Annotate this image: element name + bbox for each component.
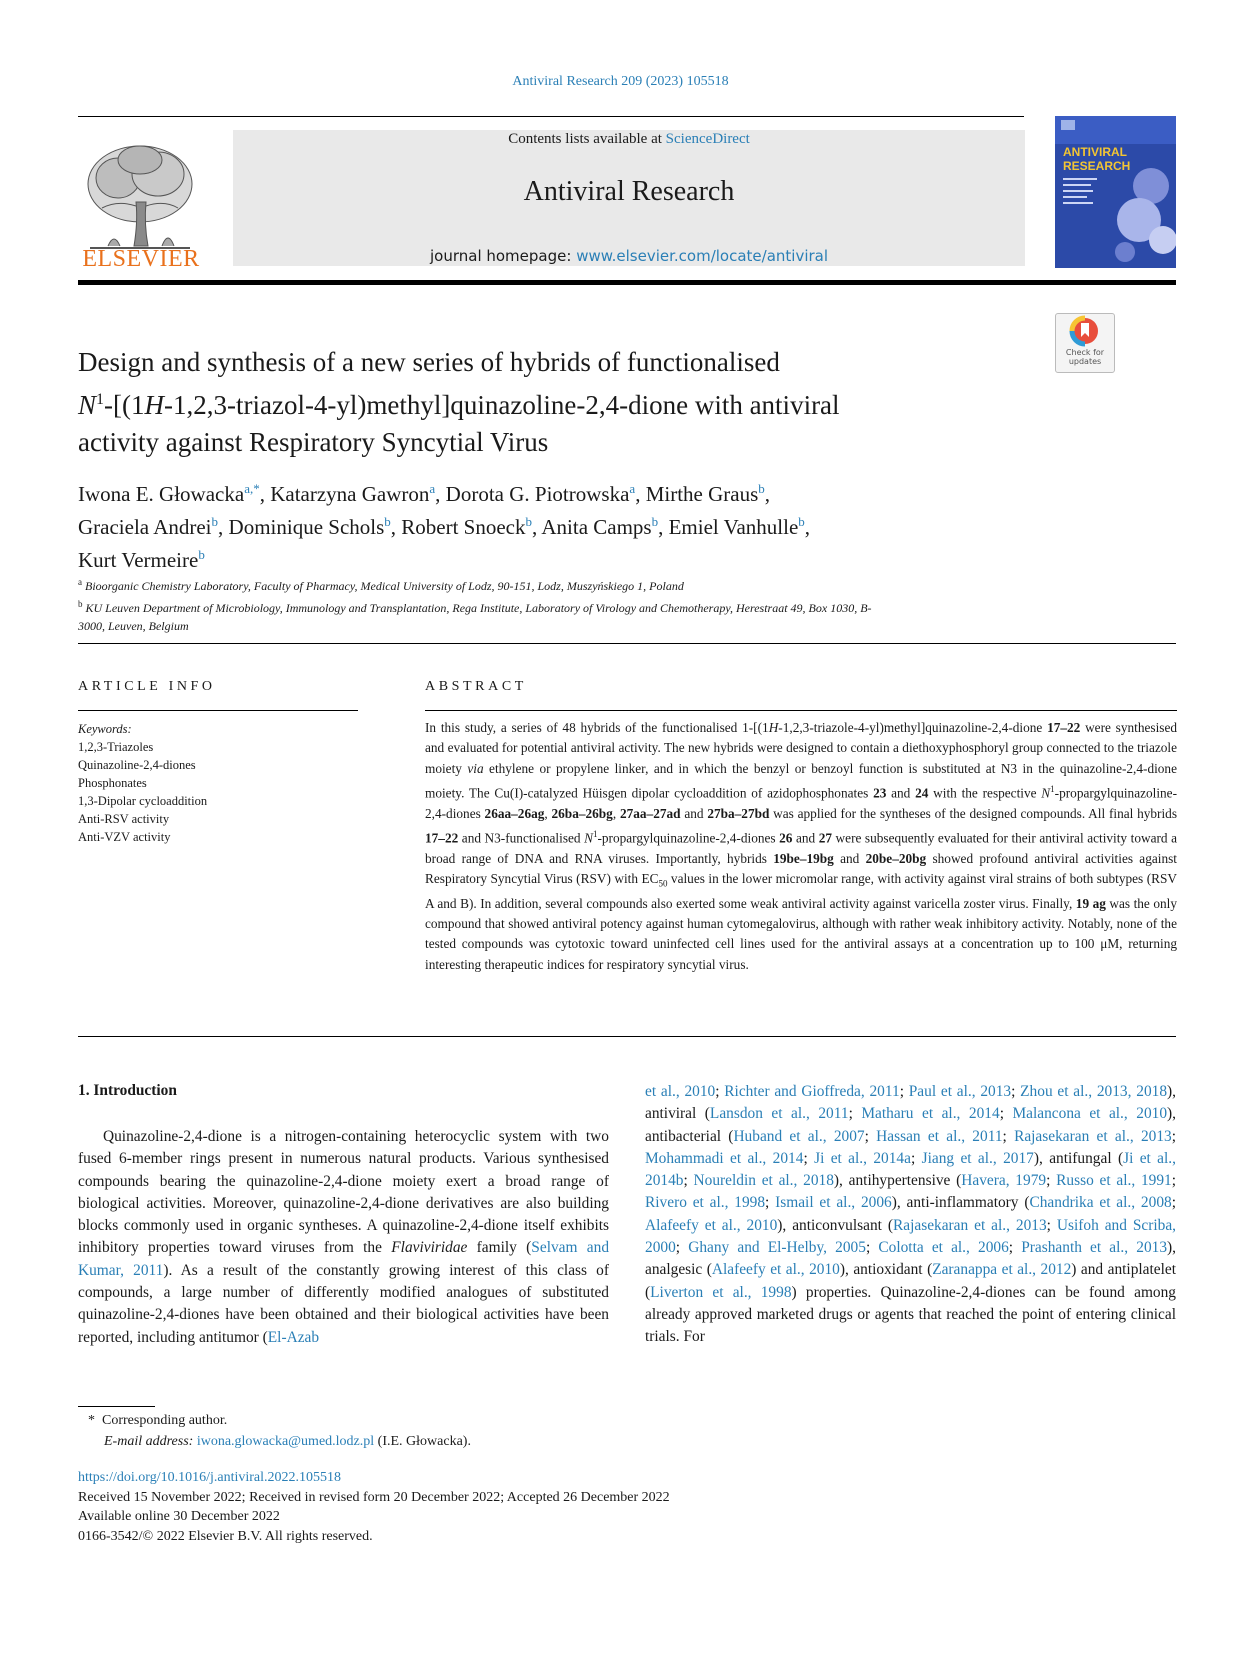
journal-homepage-link[interactable]: www.elsevier.com/locate/antiviral	[576, 247, 829, 265]
keyword-item: Anti-RSV activity	[78, 812, 170, 826]
citation-link[interactable]: Alafeefy et al., 2010	[711, 1261, 840, 1279]
author-email-link[interactable]: iwona.glowacka@umed.lodz.pl	[196, 1434, 375, 1449]
crossmark-check-for-updates[interactable]	[1055, 313, 1115, 373]
citation-link[interactable]: Zaranappa et al., 2012	[932, 1261, 1072, 1279]
citation-link[interactable]: Paul et al., 2013	[908, 1083, 1012, 1100]
journal-reference-link[interactable]: Antiviral Research 209 (2023) 105518	[512, 74, 729, 89]
affiliation-divider	[78, 643, 1176, 644]
introduction-column-right: et al., 2010; Richter and Gioffreda, 2011; Paul et al., 2013; Zhou et al., 2013, 2018), antiviral (Lansdon et al., 2011; Matharu et al., 2014; Malancona et al., 2010), antibacterial (Huband et al., 2007; Hassan et al., 2011; Rajasekaran et al., 2013; Mohammadi et al., 2014; Ji et al., 2014a; Jiang et al., 2017), antifungal (Ji et al., 2014b; Noureldin et al., 2018), antihypertensive (Havera, 1979; Russo et al., 1991; Rivero et al., 1998; Ismail et al., 2006), anti-inflammatory (Chandrika et al., 2008; Alafeefy et al., 2010), anticonvulsant (Rajasekaran et al., 2013; Usifoh and Scriba, 2000; Ghany and El-Helby, 2005; Colotta et al., 2006; Prashanth et al., 2013), analgesic (Alafeefy et al., 2010), antioxidant (Zaranappa et al., 2012) and antiplatelet (Liverton et al., 1998) properties. Quinazoline-2,4-diones can be found among already approved marketed drugs or agents that reached the point of entering clinical trials. For	[645, 1083, 1177, 1346]
introduction-heading: 1. Introduction	[78, 1082, 177, 1099]
citation-link[interactable]: Hassan et al., 2011	[876, 1127, 1003, 1145]
abstract-heading: ABSTRACT	[425, 679, 527, 694]
publication-info	[78, 1468, 978, 1546]
citation-link[interactable]: Prashanth et al., 2013	[1021, 1239, 1168, 1257]
citation-link[interactable]: Ji et al., 2014b	[645, 1149, 1176, 1190]
article-info-heading: ARTICLE INFO	[78, 679, 216, 694]
sciencedirect-link[interactable]: ScienceDirect	[665, 131, 750, 147]
keyword-item: 1,3-Dipolar cycloaddition	[78, 794, 208, 808]
cover-title-1: ANTIVIRAL	[1063, 145, 1127, 159]
citation-link[interactable]: Rajasekaran et al., 2013	[1014, 1127, 1172, 1145]
citation-link[interactable]: Ghany and El-Helby, 2005	[688, 1239, 866, 1257]
author-name[interactable]: Graciela Andrei$^b$	[78, 514, 219, 539]
citation-link[interactable]: El-Azab	[267, 1328, 320, 1346]
affiliations: $^a$ Bioorganic Chemistry Laboratory, Faculty of Pharmacy, Medical University of Lodz, 90-151, Lodz, Muszyńskiego 1, Poland $^b$ KU Leuven Department of Microbiology, Immunology and Transplantation, Rega Institute, Laboratory of Virology and Chemotherapy, Herestraat 49, Box 1030, B- 3000, Leuven, Belgium	[78, 577, 872, 633]
citation-link[interactable]: Rivero et al., 1998	[645, 1194, 766, 1212]
citation-link[interactable]: Mohammadi et al., 2014	[645, 1149, 804, 1167]
keyword-item: Anti-VZV activity	[78, 830, 171, 844]
citation-link[interactable]: Ji et al., 2014a	[814, 1149, 911, 1167]
citation-link[interactable]: et al., 2010	[645, 1083, 716, 1100]
citation-link[interactable]: Usifoh and Scriba, 2000	[645, 1216, 1177, 1257]
citation-link[interactable]: Huband et al., 2007	[733, 1127, 865, 1145]
citation-link[interactable]: Lansdon et al., 2011	[709, 1105, 849, 1123]
cover-title-2: RESEARCH	[1063, 159, 1131, 173]
copyright-notice: 0166-3542/© 2022 Elsevier B.V. All rights reserved.	[78, 1528, 373, 1544]
keyword-item: Phosphonates	[78, 776, 147, 790]
corresponding-author-note: Corresponding author.	[102, 1413, 228, 1428]
header-top-rule	[78, 116, 1024, 117]
citation-link[interactable]: Noureldin et al., 2018	[693, 1172, 834, 1190]
corresponding-mark: *	[88, 1413, 95, 1428]
citation-link[interactable]: Liverton et al., 1998	[650, 1283, 792, 1301]
header-bottom-thick-rule	[78, 280, 1176, 285]
journal-name: Antiviral Research	[523, 176, 735, 207]
crossmark-icon	[1056, 314, 1114, 348]
author-list: Iwona E. Głowacka$^{a,*}$, Katarzyna Gawron$^a$, Dorota G. Piotrowska$^a$, Mirthe Graus$^b$, Graciela Andrei$^b$, Dominique Schols$^b$, Robert Snoeck$^b$, Anita Camps$^b$, Emiel Vanhulle$^b$, Kurt Vermeire$^b$	[78, 481, 811, 572]
keywords-label: Keywords:	[78, 722, 132, 736]
author-name[interactable]: Katarzyna Gawron$^a$	[270, 481, 436, 506]
citation-link[interactable]: Zhou et al., 2013, 2018	[1020, 1083, 1168, 1100]
author-name[interactable]: Dorota G. Piotrowska$^a$	[445, 481, 636, 506]
elsevier-wordmark[interactable]: ELSEVIER	[82, 246, 200, 272]
available-online-date: Available online 30 December 2022	[78, 1509, 280, 1524]
author-name[interactable]: Kurt Vermeire$^b$	[78, 547, 205, 572]
citation-link[interactable]: Ismail et al., 2006	[775, 1194, 892, 1212]
author-name[interactable]: Anita Camps$^b$	[541, 514, 659, 539]
author-name[interactable]: Mirthe Graus$^b$	[645, 481, 765, 506]
crossmark-label-1: Check for	[1065, 348, 1105, 357]
citation-link[interactable]: Selvam and Kumar, 2011	[78, 1239, 610, 1279]
email-label: E-mail address:	[104, 1434, 194, 1449]
received-dates: Received 15 November 2022; Received in revised form 20 December 2022; Accepted 26 December 2022	[78, 1489, 670, 1505]
citation-link[interactable]: Russo et al., 1991	[1056, 1172, 1172, 1190]
abstract-rule	[425, 710, 1177, 711]
keywords-list	[78, 720, 358, 846]
author-name[interactable]: Dominique Schols$^b$	[228, 514, 391, 539]
journal-cover-image[interactable]	[1055, 116, 1176, 268]
doi-link[interactable]: https://doi.org/10.1016/j.antiviral.2022.105518	[78, 1470, 342, 1485]
citation-link[interactable]: Richter and Gioffreda, 2011	[724, 1083, 900, 1100]
citation-link[interactable]: Rajasekaran et al., 2013	[893, 1216, 1047, 1234]
keyword-item: Quinazoline-2,4-diones	[78, 758, 196, 772]
citation-link[interactable]: Alafeefy et al., 2010	[645, 1216, 778, 1234]
citation-link[interactable]: Havera, 1979	[961, 1172, 1047, 1190]
citation-link[interactable]: Colotta et al., 2006	[878, 1239, 1009, 1257]
footnote-rule	[78, 1406, 155, 1407]
author-name[interactable]: Iwona E. Głowacka$^{a,*}$	[78, 481, 260, 506]
contents-available-line: Contents lists available at ScienceDirect	[508, 131, 750, 147]
article-info-rule	[78, 710, 358, 711]
citation-link[interactable]: Chandrika et al., 2008	[1029, 1194, 1172, 1212]
journal-homepage-line: journal homepage: www.elsevier.com/locate/antiviral	[429, 247, 829, 265]
abstract-text: In this study, a series of 48 hybrids of the functionalised 1-[(1H-1,2,3-triazole-4-yl)methyl]quinazoline-2,4-dione 17–22 were synthesised and evaluated for potential antiviral activity. The new hybrids were designed to contain a diethoxyphosphoryl group connected to the triazole moiety via ethylene or propylene linker, and in which the benzyl or benzoyl function is substituted at N3 in the quinazoline-2,4-dione moiety. The Cu(I)-catalyzed Hüisgen dipolar cycloaddition of azidophosphonates 23 and 24 with the respective $N^1-propargylquinazoline-2,4$-diones 26aa–26ag, 26ba–26bg, 27aa–27ad and 27ba–27bd was applied for the syntheses of the designed compounds. All final hybrids 17–22 and N3-functionalised $N^1-propargylquinazoline-2,4$-diones 26 and 27 were subsequently evaluated for their antiviral activity toward a broad range of DNA and RNA viruses. Importantly, hybrids 19be–19bg and 20be–20bg showed profound antiviral activities against Respiratory Syncytial Virus (RSV) with $EC_{50}$ values in the lower micromolar range, with activity against viral strains of both subtypes (RSV A and B). In addition, several compounds also exerted some weak antiviral activity against varicella zoster virus. Finally, 19 ag was the only compound that showed antiviral potency against human cytomegalovirus, although with rather weak inhibitory activity. Notably, none of the tested compounds was cytotoxic toward uninfected cell lines used for the antiviral assays at a concentration up to 100 μM, returning interesting therapeutic indices for respiratory syncytial virus.	[425, 720, 1178, 972]
footnotes: * Corresponding author. E-mail address: iwona.glowacka@umed.lodz.pl (I.E. Głowacka).	[88, 1413, 471, 1449]
citation-link[interactable]: Jiang et al., 2017	[921, 1149, 1034, 1167]
paper-title: Design and synthesis of a new series of hybrids of functionalised $N^1-[(1H-1,2,3-triazol-4-yl)methyl]quinazoline-2,4$-dione with antiviral activity against Respiratory Syncytial Virus	[78, 347, 840, 457]
author-name[interactable]: Emiel Vanhulle$^b$	[668, 514, 805, 539]
citation-link[interactable]: Matharu et al., 2014	[861, 1105, 1000, 1123]
author-name[interactable]: Robert Snoeck$^b$	[401, 514, 533, 539]
keyword-item: 1,2,3-Triazoles	[78, 740, 154, 754]
citation-link[interactable]: Malancona et al., 2010	[1012, 1105, 1168, 1123]
abstract-bottom-divider	[78, 1036, 1176, 1037]
crossmark-label-2: updates	[1068, 357, 1102, 366]
introduction-column-left: Quinazoline-2,4-dione is a nitrogen-containing heterocyclic system with two fused 6-member rings present in numerous natural products. Various synthesised compounds bearing the quinazoline-2,4-dione moiety exert a broad range of biological activities. Moreover, quinazoline-2,4-dione derivatives are also building blocks commonly used in organic syntheses. A quinazoline-2,4-dione itself exhibits inhibitory properties toward viruses from the Flaviviridae family (Selvam and Kumar, 2011). As a result of the constantly growing interest of this class of compounds, a large number of differently modified analogues of substituted quinazoline-2,4-diones have been obtained and their biological activities have been reported, including antitumor (El-Azab	[78, 1128, 610, 1346]
